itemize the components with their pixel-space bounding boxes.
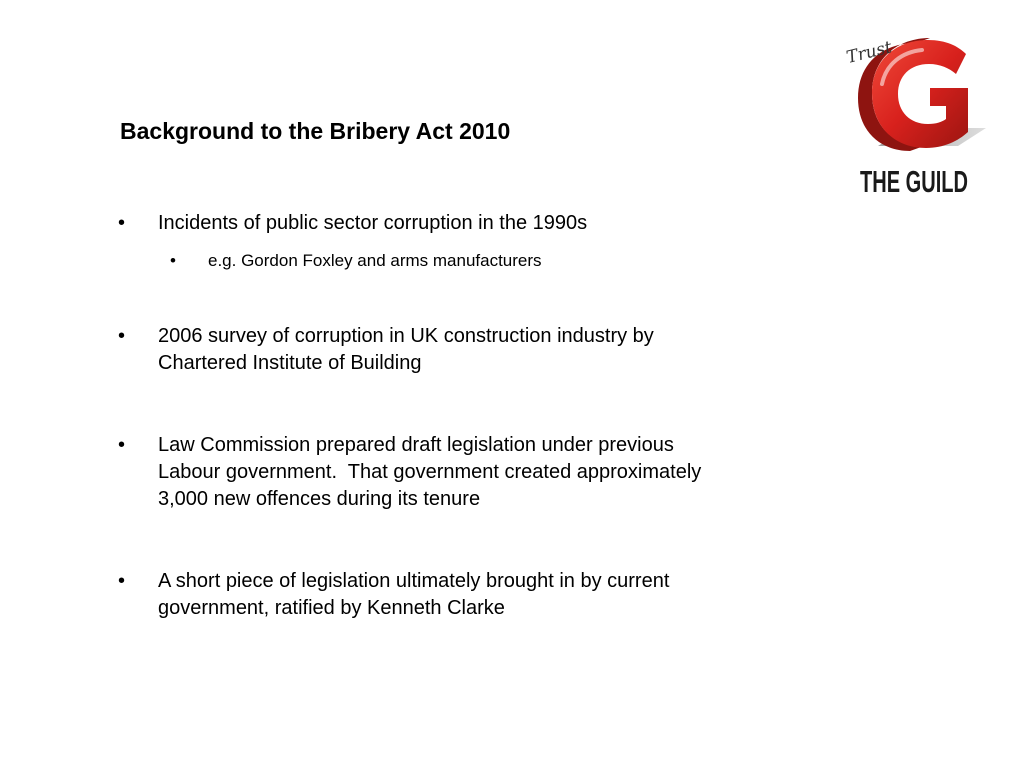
logo-script-text: Trust (844, 37, 894, 68)
logo-wordmark: THE GUILD (860, 164, 968, 199)
sub-bullet-marker: • (170, 251, 176, 270)
bullet-marker: • (118, 212, 126, 234)
bullet-line: 2006 survey of corruption in UK construction industry by (158, 325, 654, 347)
bullet-text (158, 210, 587, 237)
bullet-line: government, ratified by Kenneth Clarke (158, 597, 505, 619)
sub-bullet-text: e.g. Gordon Foxley and arms manufacturers (208, 251, 542, 270)
bullet-line: 3,000 new offences during its tenure (158, 488, 481, 510)
bullet-line: Chartered Institute of Building (158, 352, 422, 374)
bullet-marker: • (118, 434, 126, 456)
bullet-text (158, 568, 669, 622)
bullet-text (158, 432, 701, 513)
slide-title: Background to the Bribery Act 2010 (120, 118, 511, 144)
bullet-marker: • (118, 325, 126, 347)
bullet-line: A short piece of legislation ultimately brought in by current (158, 570, 670, 592)
bullet-line: Labour government. That government created approximately (158, 461, 702, 483)
bullet-line: Incidents of public sector corruption in the 1990s (158, 212, 588, 234)
bullet-line: Law Commission prepared draft legislation under previous (158, 434, 674, 456)
bullet-text (158, 323, 654, 377)
logo-graphic (838, 28, 988, 198)
the-guild-logo (838, 28, 988, 198)
bullet-marker: • (118, 570, 126, 592)
